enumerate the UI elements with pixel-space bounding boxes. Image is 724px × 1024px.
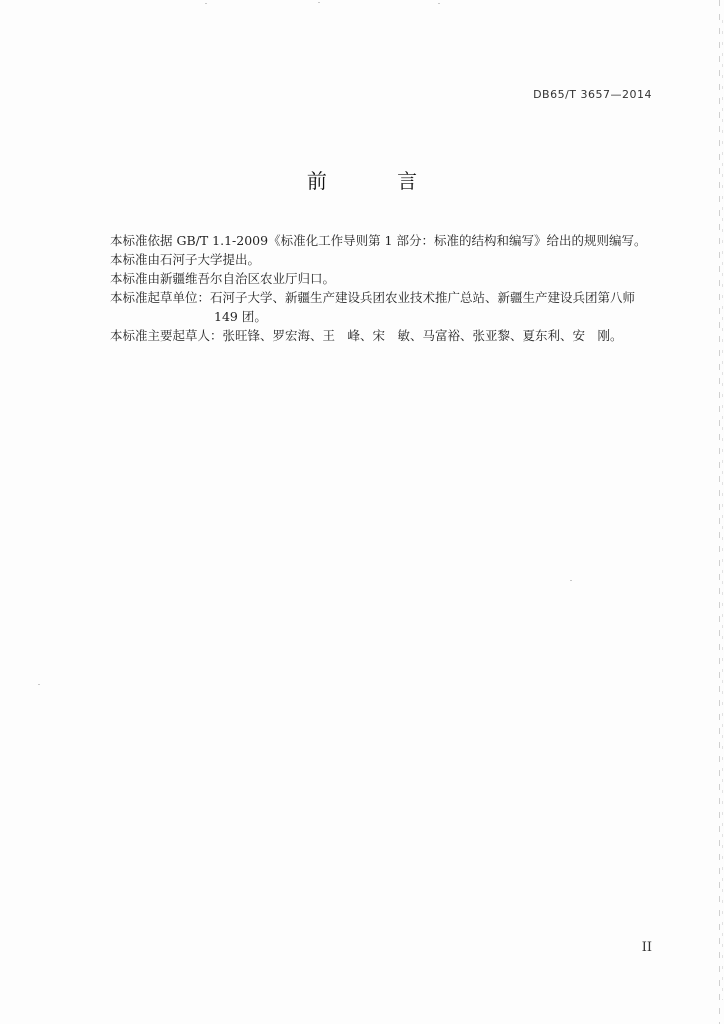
standard-number: DB65/T 3657—2014 (533, 88, 652, 101)
scan-speck (570, 580, 572, 581)
paragraph-basis: 本标准依据 GB/T 1.1-2009《标准化工作导则第 1 部分：标准的结构和编写》给出的规则编写。 (110, 233, 647, 248)
paragraph-administrator: 本标准由新疆维吾尔自治区农业厅归口。 (110, 271, 336, 286)
paragraph-proposer: 本标准由石河子大学提出。 (110, 252, 261, 267)
scan-speck (438, 3, 440, 4)
paragraph-drafters: 本标准主要起草人：张旺锋、罗宏海、王 峰、宋 敏、马富裕、张亚黎、夏东利、安 刚。 (110, 328, 623, 343)
page-title: 前 言 (306, 169, 450, 193)
scan-speck (205, 3, 207, 4)
scan-speck (318, 2, 320, 3)
scan-speck (38, 684, 40, 685)
paragraph-drafting-units-cont: 149 团。 (214, 309, 267, 324)
scan-edge-artifact (719, 0, 720, 1024)
foreword-body (110, 231, 670, 345)
paragraph-drafting-units: 本标准起草单位：石河子大学、新疆生产建设兵团农业技术推广总站、新疆生产建设兵团第八师 (110, 290, 636, 305)
page-number: II (641, 940, 652, 955)
